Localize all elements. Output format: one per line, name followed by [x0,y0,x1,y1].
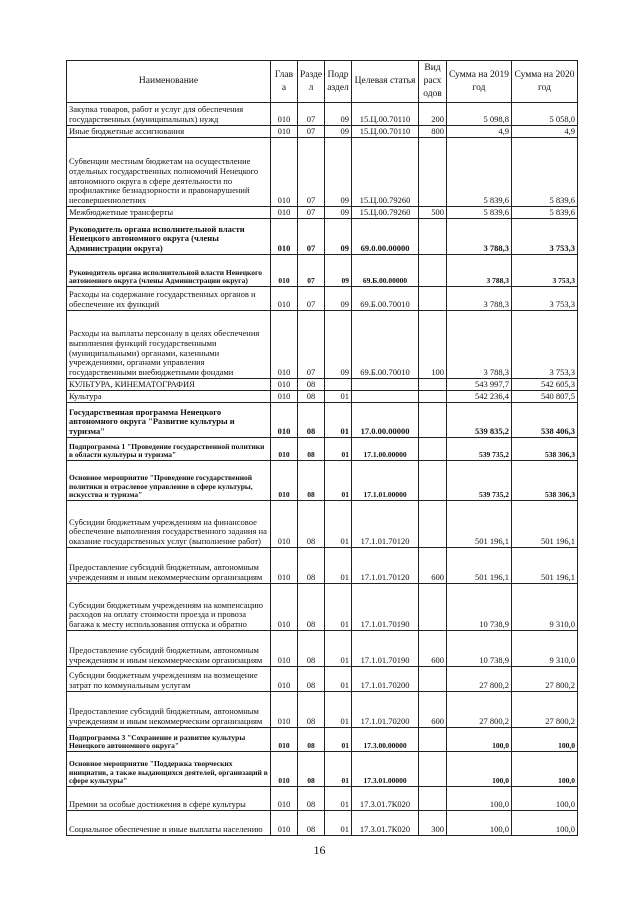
row-sum-2020: 3 753,3 [512,219,578,255]
row-sum-2020: 100,0 [512,728,578,752]
row-podrazdel: 01 [325,631,352,667]
row-target-article: 17.0.00.00000 [352,403,419,438]
row-name: Субсидии бюджетным учреждениям на компенсацию расходов на оплату стоимости проезда и провоза багажа к месту использования отпуска и обратно [67,584,271,631]
header-podrazdel: Подр аздел [325,61,352,103]
row-glava: 010 [271,461,298,501]
row-sum-2019: 10 738,9 [447,631,512,667]
row-sum-2020: 542 605,3 [512,379,578,391]
row-sum-2020: 100,0 [512,787,578,811]
row-name: Подпрограмма 3 "Сохранение и развитие культуры Ненецкого автономного округа" [67,728,271,752]
row-target-article: 15.Ц.00.70110 [352,126,419,138]
row-glava: 010 [271,391,298,403]
table-row [67,255,578,287]
row-name: Подпрограмма 1 "Проведение государственной политики в области культуры и туризма" [67,438,271,461]
row-expense-type [419,728,447,752]
row-razdel: 08 [298,631,325,667]
row-podrazdel: 01 [325,584,352,631]
row-target-article: 17.1.01.70120 [352,548,419,584]
header-razdel: Разде л [298,61,325,103]
row-sum-2019: 3 788,3 [447,255,512,287]
table-row [67,752,578,787]
row-name: КУЛЬТУРА, КИНЕМАТОГРАФИЯ [67,379,271,391]
table-row [67,219,578,255]
row-podrazdel: 01 [325,692,352,728]
table-row [67,138,578,207]
row-expense-type [419,403,447,438]
row-expense-type: 600 [419,631,447,667]
row-sum-2020: 27 800,2 [512,667,578,692]
table-row [67,103,578,126]
row-podrazdel: 09 [325,219,352,255]
row-razdel: 08 [298,391,325,403]
row-target-article: 69.Б.00.70010 [352,287,419,311]
row-glava: 010 [271,811,298,836]
row-expense-type: 600 [419,548,447,584]
row-name: Государственная программа Ненецкого автономного округа "Развитие культуры и туризма" [67,403,271,438]
table-row [67,584,578,631]
row-name: Расходы на выплаты персоналу в целях обеспечения выполнения функций государственными (муниципальными) органами, казенными учреждениями, органами управления государственными внебюджетными фондами [67,311,271,379]
row-glava: 010 [271,103,298,126]
row-glava: 010 [271,787,298,811]
row-sum-2020: 9 310,0 [512,584,578,631]
row-glava: 010 [271,692,298,728]
row-podrazdel: 09 [325,255,352,287]
table-row [67,787,578,811]
row-target-article: 15.Ц.00.79260 [352,207,419,219]
row-glava: 010 [271,728,298,752]
row-glava: 010 [271,219,298,255]
row-target-article: 69.Б.00.70010 [352,311,419,379]
row-sum-2019: 539 735,2 [447,438,512,461]
row-glava: 010 [271,548,298,584]
row-razdel: 07 [298,126,325,138]
table-row [67,667,578,692]
row-target-article: 17.1.00.00000 [352,438,419,461]
row-expense-type [419,287,447,311]
table-row [67,631,578,667]
table-row [67,287,578,311]
row-podrazdel: 01 [325,403,352,438]
row-sum-2019: 5 839,6 [447,207,512,219]
row-sum-2020: 538 306,3 [512,461,578,501]
row-razdel: 08 [298,548,325,584]
row-name: Основное мероприятие "Проведение государственной политики и отраслевое управление в сфере культуры, искусства и туризма" [67,461,271,501]
row-name: Межбюджетные трансферты [67,207,271,219]
page-number: 16 [313,843,326,857]
row-glava: 010 [271,311,298,379]
row-glava: 010 [271,126,298,138]
row-sum-2019: 501 196,1 [447,501,512,548]
row-target-article [352,391,419,403]
row-sum-2020: 4,9 [512,126,578,138]
row-target-article: 15.Ц.00.79260 [352,138,419,207]
row-glava: 010 [271,207,298,219]
row-target-article: 15.Ц.00.70110 [352,103,419,126]
table-header-row [67,61,578,103]
row-expense-type [419,461,447,501]
table-body [67,103,578,836]
row-podrazdel: 01 [325,391,352,403]
row-name: Предоставление субсидий бюджетным, автономным учреждениям и иным некоммерческим организациям [67,631,271,667]
row-glava: 010 [271,752,298,787]
row-expense-type [419,219,447,255]
row-target-article: 17.3.01.7К020 [352,811,419,836]
row-glava: 010 [271,255,298,287]
header-sum-2019: Сумма на 2019 год [447,61,512,103]
row-sum-2019: 501 196,1 [447,548,512,584]
row-expense-type [419,584,447,631]
header-expense-type: Вид расх одов [419,61,447,103]
row-podrazdel: 01 [325,461,352,501]
row-razdel: 08 [298,403,325,438]
row-sum-2019: 10 738,9 [447,584,512,631]
table-row [67,311,578,379]
row-sum-2020: 3 753,3 [512,287,578,311]
table-row [67,438,578,461]
row-name: Субвенции местным бюджетам на осуществление отдельных государственных полномочий Ненецкого автономного округа в сфере деятельности по профилактике безнадзорности и правонарушений несовершеннолетних [67,138,271,207]
row-sum-2019: 100,0 [447,811,512,836]
row-expense-type [419,438,447,461]
table-row [67,548,578,584]
header-target-article: Целевая статья [352,61,419,103]
row-expense-type: 800 [419,126,447,138]
row-sum-2020: 3 753,3 [512,255,578,287]
row-expense-type: 600 [419,692,447,728]
row-sum-2020: 5 839,6 [512,138,578,207]
row-razdel: 07 [298,219,325,255]
row-sum-2020: 5 058,0 [512,103,578,126]
row-expense-type: 100 [419,311,447,379]
row-expense-type [419,501,447,548]
row-name: Предоставление субсидий бюджетным, автономным учреждениям и иным некоммерческим организациям [67,692,271,728]
row-sum-2020: 100,0 [512,811,578,836]
row-sum-2020: 501 196,1 [512,501,578,548]
table-row [67,391,578,403]
row-sum-2020: 538 406,3 [512,403,578,438]
row-target-article: 17.1.01.70120 [352,501,419,548]
row-razdel: 07 [298,287,325,311]
row-target-article: 17.1.01.70190 [352,631,419,667]
row-glava: 010 [271,584,298,631]
row-sum-2020: 540 807,5 [512,391,578,403]
row-sum-2019: 27 800,2 [447,692,512,728]
row-name: Предоставление субсидий бюджетным, автономным учреждениям и иным некоммерческим организациям [67,548,271,584]
row-podrazdel: 01 [325,728,352,752]
row-name: Социальное обеспечение и иные выплаты населению [67,811,271,836]
row-name: Закупка товаров, работ и услуг для обеспечения государственных (муниципальных) нужд [67,103,271,126]
row-target-article: 17.1.01.70200 [352,692,419,728]
row-razdel: 07 [298,207,325,219]
row-glava: 010 [271,287,298,311]
row-sum-2020: 5 839,6 [512,207,578,219]
row-name: Расходы на содержание государственных органов и обеспечение их функций [67,287,271,311]
row-name: Иные бюджетные ассигнования [67,126,271,138]
row-razdel: 08 [298,584,325,631]
row-razdel: 08 [298,501,325,548]
row-sum-2020: 538 306,3 [512,438,578,461]
row-razdel: 08 [298,461,325,501]
row-sum-2019: 5 098,8 [447,103,512,126]
row-name: Премии за особые достижения в сфере культуры [67,787,271,811]
row-sum-2020: 100,0 [512,752,578,787]
row-sum-2020: 3 753,3 [512,311,578,379]
header-glava: Глав а [271,61,298,103]
row-sum-2019: 4,9 [447,126,512,138]
row-razdel: 07 [298,138,325,207]
row-podrazdel: 01 [325,811,352,836]
row-podrazdel: 01 [325,752,352,787]
row-podrazdel: 01 [325,438,352,461]
row-sum-2020: 501 196,1 [512,548,578,584]
table-row [67,207,578,219]
row-target-article: 17.1.01.00000 [352,461,419,501]
row-sum-2019: 539 835,2 [447,403,512,438]
row-target-article [352,379,419,391]
row-glava: 010 [271,138,298,207]
row-name: Руководитель органа исполнительной власти Ненецкого автономного округа (члены Администрации округа) [67,219,271,255]
row-glava: 010 [271,667,298,692]
row-expense-type: 500 [419,207,447,219]
row-expense-type [419,391,447,403]
table-row [67,728,578,752]
row-sum-2019: 542 236,4 [447,391,512,403]
row-expense-type [419,379,447,391]
row-expense-type [419,752,447,787]
row-sum-2019: 100,0 [447,728,512,752]
row-sum-2019: 3 788,3 [447,311,512,379]
table-row [67,379,578,391]
row-razdel: 08 [298,379,325,391]
row-podrazdel: 09 [325,311,352,379]
header-name: Наименование [67,61,271,103]
row-target-article: 17.1.01.70190 [352,584,419,631]
row-podrazdel: 09 [325,207,352,219]
row-razdel: 07 [298,255,325,287]
row-expense-type: 300 [419,811,447,836]
row-razdel: 08 [298,752,325,787]
row-glava: 010 [271,379,298,391]
row-podrazdel: 09 [325,287,352,311]
row-target-article: 17.1.01.70200 [352,667,419,692]
row-podrazdel: 01 [325,667,352,692]
row-sum-2019: 27 800,2 [447,667,512,692]
row-razdel: 07 [298,103,325,126]
row-target-article: 69.Б.00.00000 [352,255,419,287]
row-name: Основное мероприятие "Поддержка творческих инициатив, а также выдающихся деятелей, организаций в сфере культуры" [67,752,271,787]
row-podrazdel: 09 [325,126,352,138]
row-sum-2019: 100,0 [447,787,512,811]
row-target-article: 17.3.00.00000 [352,728,419,752]
row-name: Субсидии бюджетным учреждениям на финансовое обеспечение выполнения государственного задания на оказание государственных услуг (выполнение работ) [67,501,271,548]
table-row [67,501,578,548]
row-razdel: 08 [298,438,325,461]
row-name: Субсидии бюджетным учреждениям на возмещение затрат по коммунальным услугам [67,667,271,692]
row-sum-2019: 3 788,3 [447,287,512,311]
row-expense-type [419,667,447,692]
table-row [67,403,578,438]
row-sum-2019: 100,0 [447,752,512,787]
row-sum-2020: 9 310,0 [512,631,578,667]
row-razdel: 07 [298,311,325,379]
row-podrazdel: 01 [325,548,352,584]
row-target-article: 17.3.01.7К020 [352,787,419,811]
row-expense-type [419,138,447,207]
row-podrazdel: 09 [325,138,352,207]
table-row [67,811,578,836]
row-target-article: 17.3.01.00000 [352,752,419,787]
row-podrazdel: 09 [325,103,352,126]
row-glava: 010 [271,631,298,667]
row-sum-2019: 3 788,3 [447,219,512,255]
table-row [67,461,578,501]
row-glava: 010 [271,501,298,548]
row-name: Руководитель органа исполнительной власти Ненецкого автономного округа (члены Администрации округа) [67,255,271,287]
table-row [67,126,578,138]
row-razdel: 08 [298,787,325,811]
row-name: Культура [67,391,271,403]
row-expense-type [419,255,447,287]
budget-table [66,60,578,836]
header-sum-2020: Сумма на 2020 год [512,61,578,103]
row-expense-type: 200 [419,103,447,126]
row-sum-2019: 539 735,2 [447,461,512,501]
row-sum-2020: 27 800,2 [512,692,578,728]
row-sum-2019: 543 997,7 [447,379,512,391]
row-podrazdel: 01 [325,501,352,548]
row-glava: 010 [271,438,298,461]
row-razdel: 08 [298,667,325,692]
row-razdel: 08 [298,692,325,728]
row-target-article: 69.0.00.00000 [352,219,419,255]
row-glava: 010 [271,403,298,438]
row-podrazdel [325,379,352,391]
row-razdel: 08 [298,728,325,752]
row-podrazdel: 01 [325,787,352,811]
row-expense-type [419,787,447,811]
table-row [67,692,578,728]
row-sum-2019: 5 839,6 [447,138,512,207]
row-razdel: 08 [298,811,325,836]
